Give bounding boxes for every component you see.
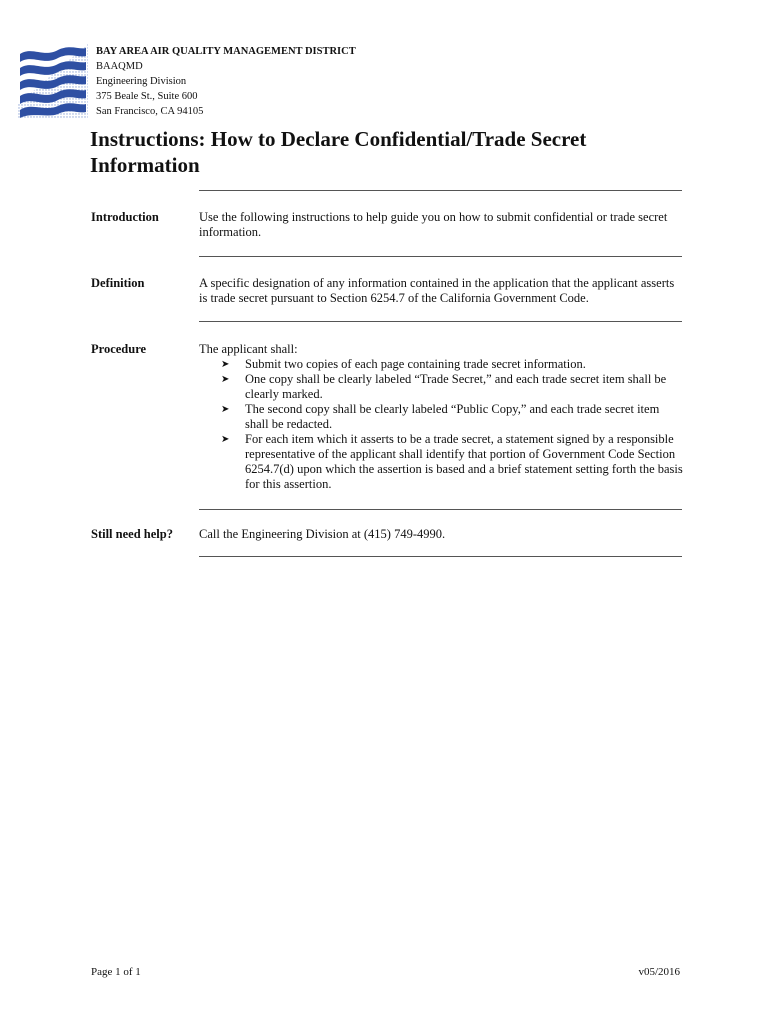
org-name: BAY AREA AIR QUALITY MANAGEMENT DISTRICT bbox=[96, 46, 356, 57]
page-title bbox=[90, 126, 650, 178]
introduction-label: Introduction bbox=[91, 210, 159, 224]
procedure-item-text: The second copy shall be clearly labeled “Public Copy,” and each trade secret item shall be redacted. bbox=[245, 402, 660, 431]
introduction-text: Use the following instructions to help guide you on how to submit confidential or trade secret information. bbox=[199, 210, 668, 239]
divider bbox=[199, 509, 682, 510]
definition-label: Definition bbox=[91, 276, 145, 290]
procedure-item bbox=[199, 372, 684, 402]
divider bbox=[199, 190, 682, 191]
version-label: v05/2016 bbox=[638, 966, 680, 978]
divider bbox=[199, 556, 682, 557]
procedure-intro: The applicant shall: bbox=[199, 342, 298, 356]
page-number: Page 1 of 1 bbox=[91, 966, 141, 978]
procedure-label: Procedure bbox=[91, 342, 147, 356]
title-line-2: Information bbox=[90, 153, 200, 177]
division-name: Engineering Division bbox=[96, 76, 187, 87]
address-line-1: 375 Beale St., Suite 600 bbox=[96, 91, 198, 102]
procedure-body bbox=[199, 342, 684, 492]
title-line-1: Instructions: How to Declare Confidential/Trade Secret bbox=[90, 127, 587, 151]
divider bbox=[199, 256, 682, 257]
org-abbr: BAAQMD bbox=[96, 61, 143, 72]
procedure-item-text: Submit two copies of each page containing trade secret information. bbox=[245, 357, 586, 371]
arrowhead-bullet-icon: ➤ bbox=[221, 359, 230, 370]
arrowhead-bullet-icon: ➤ bbox=[221, 404, 230, 415]
divider bbox=[199, 321, 682, 322]
arrowhead-bullet-icon: ➤ bbox=[221, 434, 230, 445]
address-line-2: San Francisco, CA 94105 bbox=[96, 106, 204, 117]
procedure-list bbox=[199, 357, 684, 492]
procedure-item bbox=[199, 432, 684, 492]
arrowhead-bullet-icon: ➤ bbox=[221, 374, 230, 385]
letterhead bbox=[96, 44, 356, 119]
procedure-item bbox=[199, 357, 684, 372]
procedure-item bbox=[199, 402, 684, 432]
definition-text: A specific designation of any information contained in the application that the applicant asserts is trade secret pursuant to Section 6254.7 of the California Government Code. bbox=[199, 276, 675, 305]
help-label: Still need help? bbox=[91, 527, 173, 541]
procedure-item-text: For each item which it asserts to be a trade secret, a statement signed by a responsible representative of the applicant shall identify that portion of Government Code Section 6254.7(d) upon which the assertion is based and a brief statement setting forth the basis for this assertion. bbox=[245, 432, 683, 491]
help-text: Call the Engineering Division at (415) 749-4990. bbox=[199, 527, 446, 541]
baaqmd-logo bbox=[18, 44, 88, 118]
procedure-item-text: One copy shall be clearly labeled “Trade Secret,” and each trade secret item shall be clearly marked. bbox=[245, 372, 667, 401]
